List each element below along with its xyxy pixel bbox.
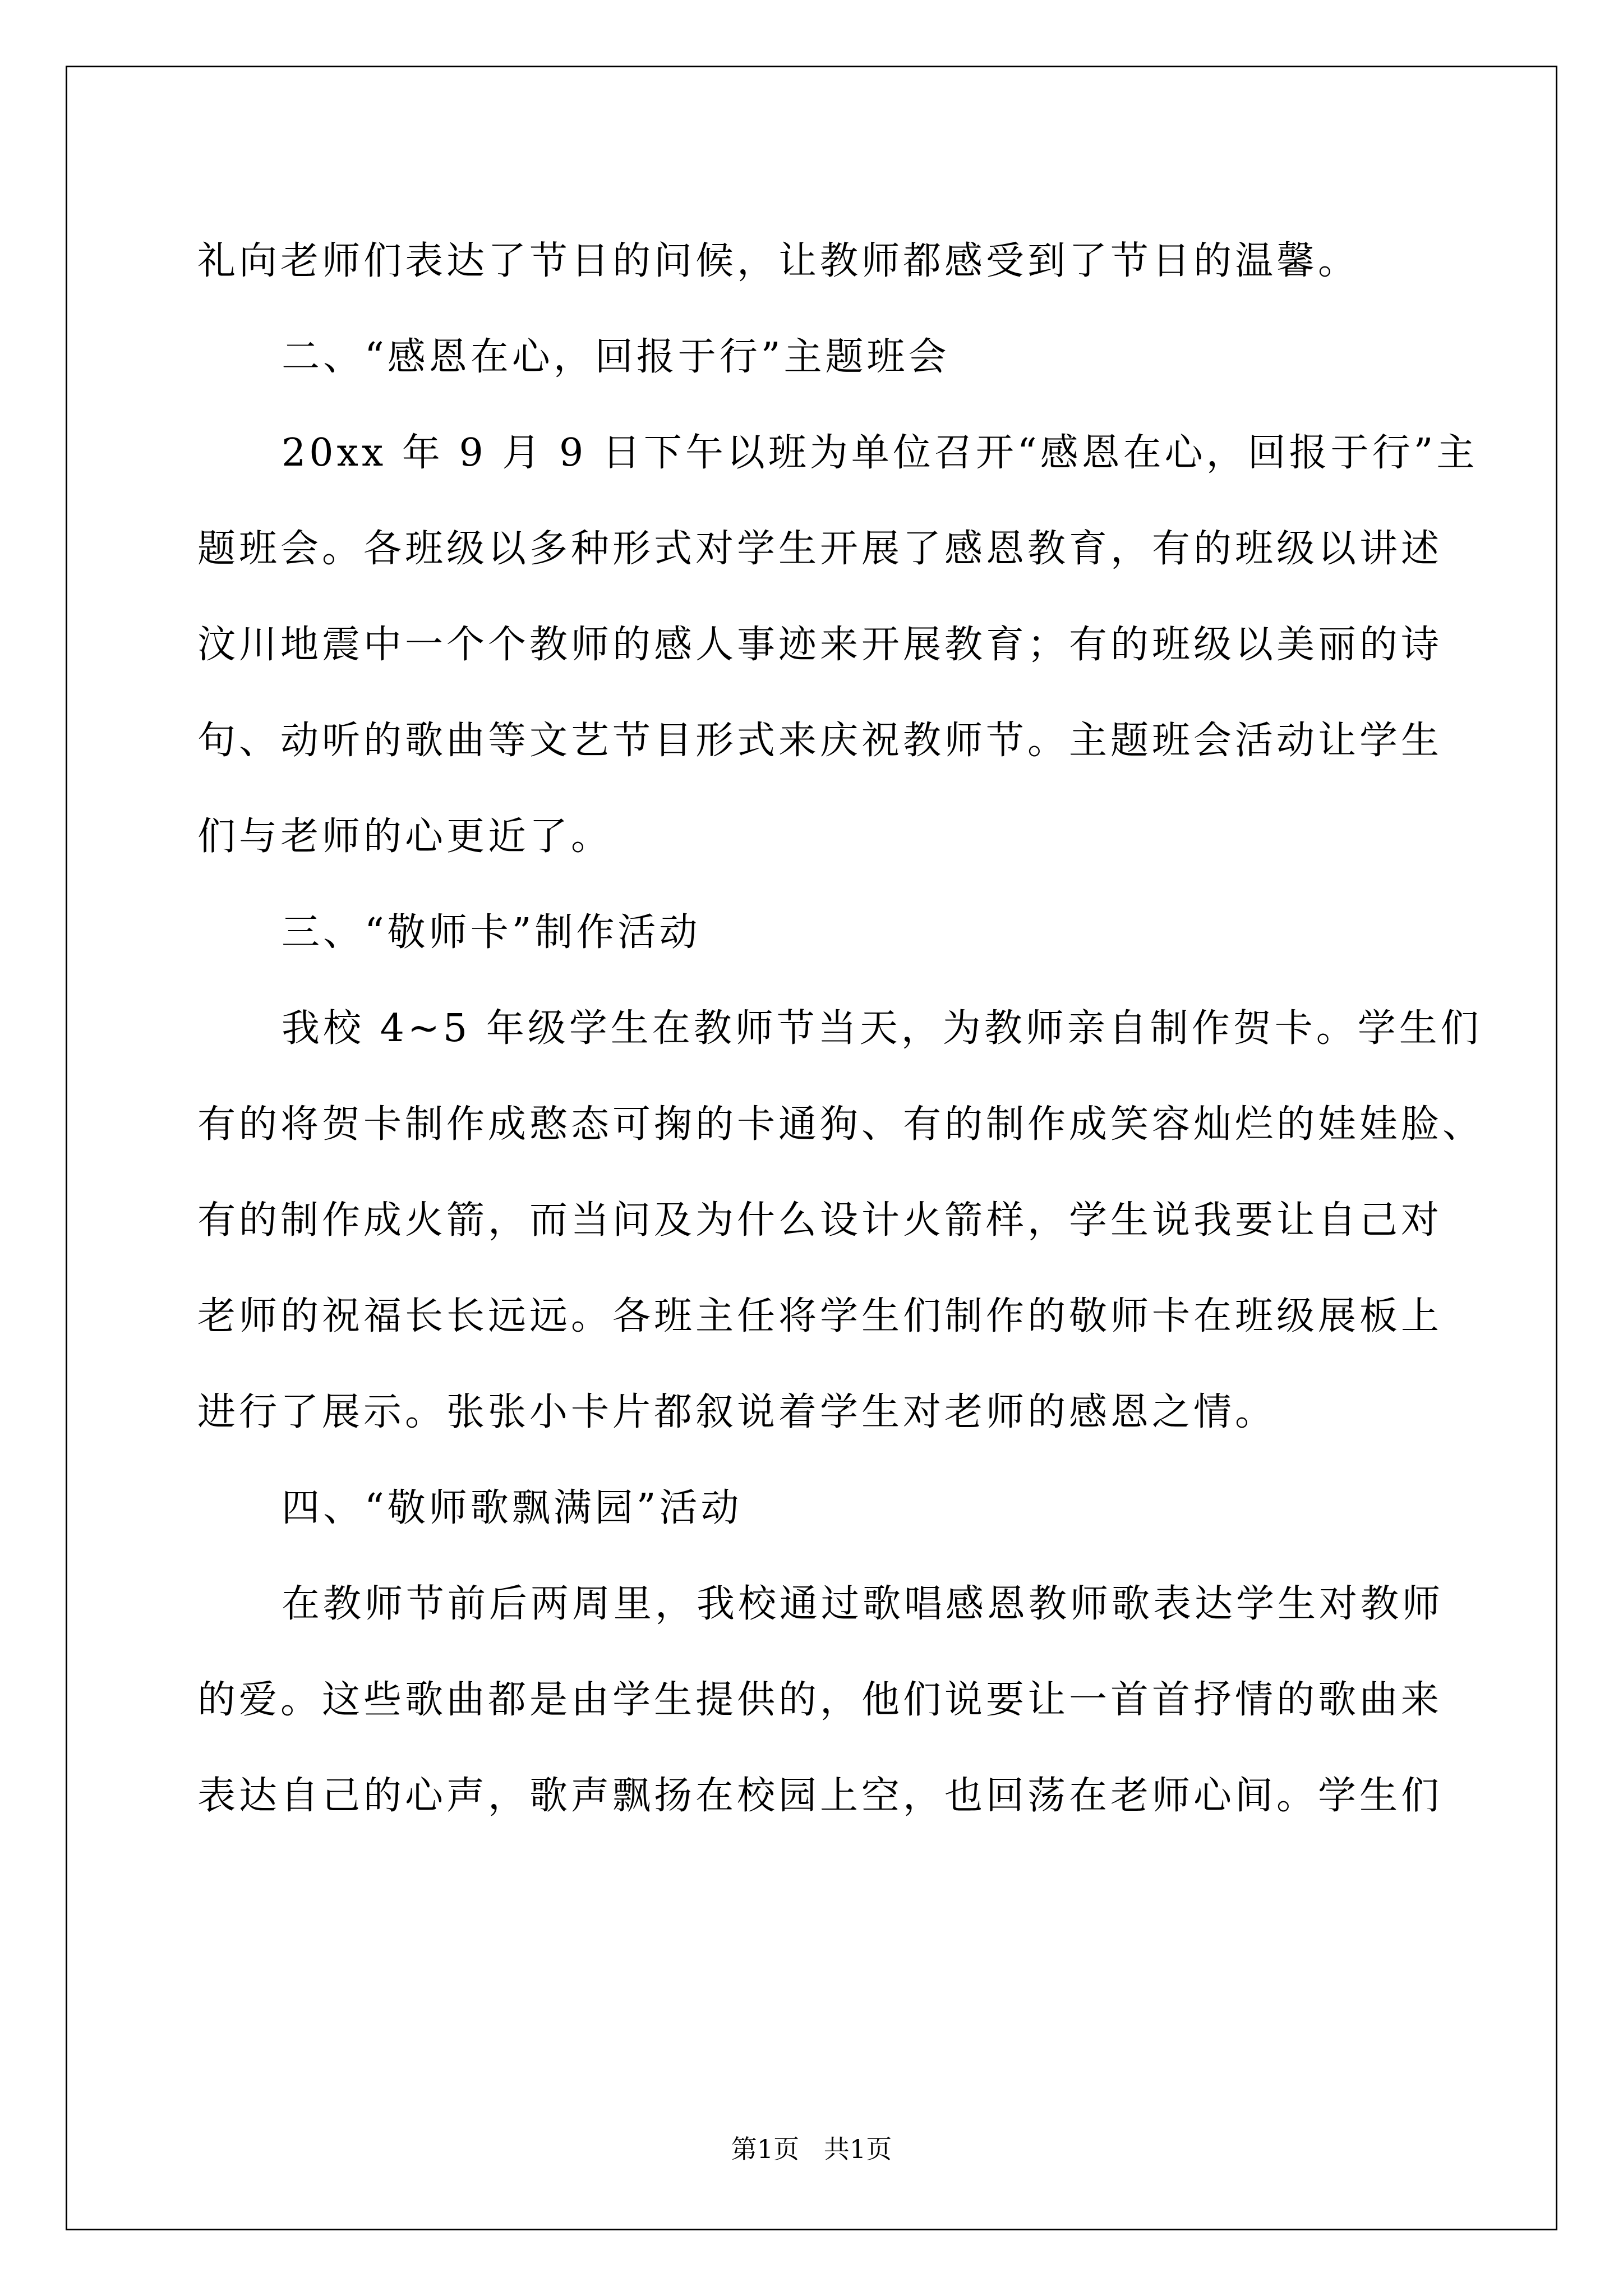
text-line: 的爱。这些歌曲都是由学生提供的，他们说要让一首首抒情的歌曲来 [197,1678,1443,1722]
text-line: 进行了展示。张张小卡片都叙说着学生对老师的感恩之情。 [197,1390,1277,1434]
text-line: 汶川地震中一个个教师的感人事迹来开展教育；有的班级以美丽的诗 [197,623,1443,667]
document-body [197,213,1482,1844]
text-line: 有的将贺卡制作成憨态可掬的卡通狗、有的制作成笑容灿烂的娃娃脸、 [197,1102,1484,1147]
text-line: 句、动听的歌曲等文艺节目形式来庆祝教师节。主题班会活动让学生 [197,719,1443,763]
section-heading: 三、“敬师卡”制作活动 [282,910,701,955]
text-line: 们与老师的心更近了。 [197,815,613,859]
page-number-footer: 第1页 共1页 [731,2134,892,2164]
text-line: 我校 4~5 年级学生在教师节当天，为教师亲自制作贺卡。学生们 [282,1006,1482,1051]
text-line: 有的制作成火箭，而当问及为什么设计火箭样，学生说我要让自己对 [197,1198,1443,1243]
text-line: 题班会。各班级以多种形式对学生开展了感恩教育，有的班级以讲述 [197,527,1443,571]
section-heading: 二、“感恩在心，回报于行”主题班会 [282,335,950,379]
text-line: 老师的祝福长长远远。各班主任将学生们制作的敬师卡在班级展板上 [197,1294,1443,1338]
text-line: 礼向老师们表达了节日的问候，让教师都感受到了节日的温馨。 [197,239,1360,283]
text-line: 表达自己的心声，歌声飘扬在校园上空，也回荡在老师心间。学生们 [197,1774,1443,1818]
text-line: 在教师节前后两周里，我校通过歌唱感恩教师歌表达学生对教师 [282,1582,1444,1626]
text-line: 20xx 年 9 月 9 日下午以班为单位召开“感恩在心，回报于行”主 [282,431,1478,475]
section-heading: 四、“敬师歌飘满园”活动 [282,1486,743,1530]
